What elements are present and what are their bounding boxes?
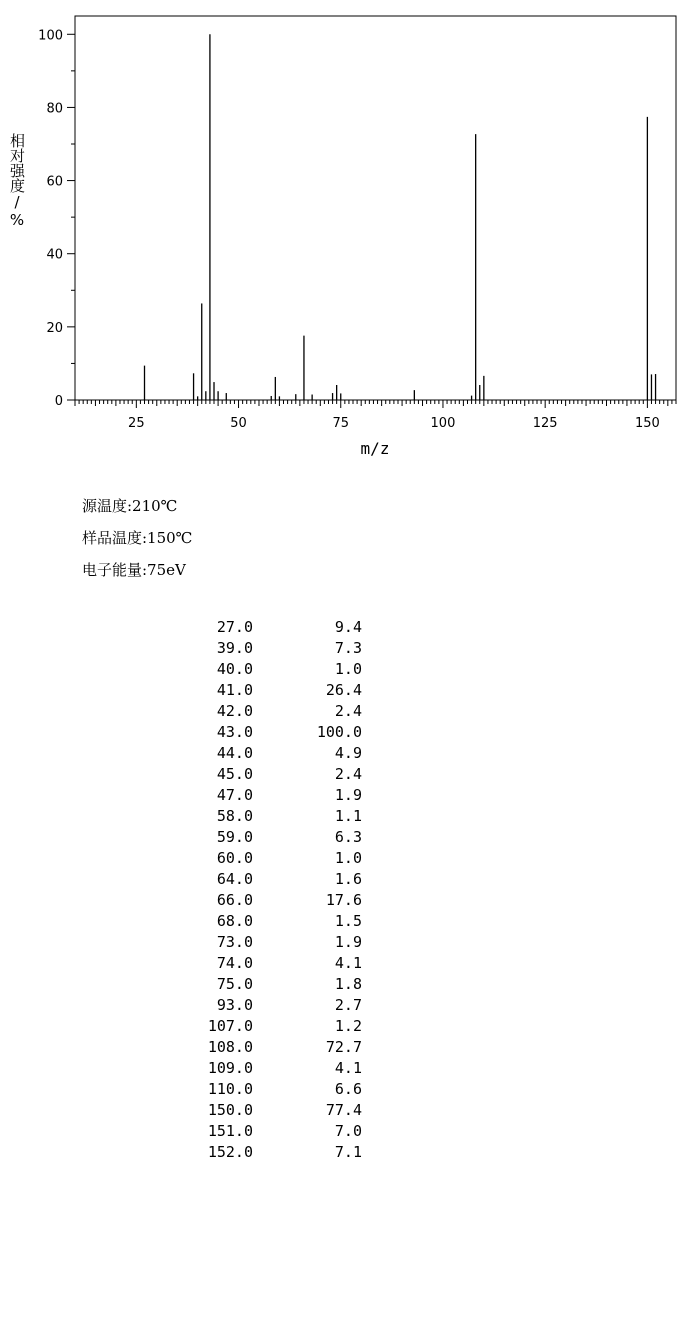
mz-value: 93.0 (216, 996, 253, 1014)
mz-value: 66.0 (216, 891, 253, 909)
peak-lines (145, 34, 656, 400)
y-tick-label: 40 (46, 247, 63, 263)
x-tick-label: 150 (634, 416, 660, 431)
intensity-value: 9.4 (334, 618, 362, 636)
intensity-value: 1.9 (334, 786, 362, 804)
mz-value: 74.0 (216, 954, 253, 972)
table-row (0, 618, 687, 639)
intensity-value: 2.4 (334, 702, 362, 720)
electron-energy: 电子能量:75eV (82, 561, 186, 579)
table-row (0, 744, 687, 765)
mz-value: 27.0 (216, 618, 253, 636)
mass-spectrum-chart (0, 0, 687, 470)
intensity-value: 4.1 (334, 954, 362, 972)
y-tick-label: 80 (46, 101, 63, 117)
mz-value: 107.0 (207, 1017, 253, 1035)
mz-value: 64.0 (216, 870, 253, 888)
table-row (0, 807, 687, 828)
mz-value: 60.0 (216, 849, 253, 867)
mz-value: 58.0 (216, 807, 253, 825)
mz-value: 151.0 (207, 1122, 253, 1140)
table-row (0, 639, 687, 660)
table-row (0, 786, 687, 807)
mz-value: 41.0 (216, 681, 253, 699)
intensity-value: 1.6 (334, 870, 362, 888)
intensity-value: 1.8 (334, 975, 362, 993)
mz-value: 108.0 (207, 1038, 253, 1056)
table-row (0, 975, 687, 996)
intensity-value: 1.9 (334, 933, 362, 951)
table-row (0, 681, 687, 702)
y-tick-label: 0 (54, 394, 63, 409)
x-tick-label: 125 (532, 416, 558, 431)
table-row (0, 912, 687, 933)
mz-value: 47.0 (216, 786, 253, 804)
table-row (0, 1122, 687, 1143)
intensity-value: 26.4 (325, 681, 362, 699)
table-row (0, 1017, 687, 1038)
table-row (0, 1143, 687, 1164)
sample-temperature: 样品温度:150℃ (82, 529, 193, 547)
mz-value: 150.0 (207, 1101, 253, 1119)
x-axis-ticks (128, 400, 660, 431)
table-row (0, 1101, 687, 1122)
intensity-value: 7.3 (334, 639, 362, 657)
intensity-value: 1.0 (334, 660, 362, 678)
source-temperature: 源温度:210℃ (82, 497, 178, 515)
mz-value: 109.0 (207, 1059, 253, 1077)
x-tick-label: 25 (128, 416, 145, 431)
intensity-value: 77.4 (325, 1101, 362, 1119)
mz-value: 68.0 (216, 912, 253, 930)
intensity-value: 72.7 (325, 1038, 362, 1056)
intensity-value: 7.1 (334, 1143, 362, 1161)
y-axis-ticks (38, 28, 75, 409)
table-row (0, 996, 687, 1017)
plot-frame (75, 16, 676, 400)
intensity-value: 17.6 (325, 891, 362, 909)
table-row (0, 849, 687, 870)
table-row (0, 933, 687, 954)
intensity-value: 6.3 (334, 828, 362, 846)
intensity-value: 100.0 (316, 723, 362, 741)
y-tick-label: 20 (46, 320, 63, 336)
mz-value: 73.0 (216, 933, 253, 951)
intensity-value: 4.1 (334, 1059, 362, 1077)
intensity-value: 2.7 (334, 996, 362, 1014)
intensity-value: 7.0 (334, 1122, 362, 1140)
table-row (0, 702, 687, 723)
table-row (0, 765, 687, 786)
y-tick-label: 100 (38, 28, 63, 44)
mz-value: 45.0 (216, 765, 253, 783)
intensity-value: 1.0 (334, 849, 362, 867)
table-row (0, 870, 687, 891)
mz-value: 43.0 (216, 723, 253, 741)
table-row (0, 954, 687, 975)
table-row (0, 1059, 687, 1080)
mz-value: 110.0 (207, 1080, 253, 1098)
mz-value: 40.0 (216, 660, 253, 678)
mz-value: 75.0 (216, 975, 253, 993)
mz-value: 152.0 (207, 1143, 253, 1161)
intensity-value: 1.2 (334, 1017, 362, 1035)
intensity-value: 6.6 (334, 1080, 362, 1098)
table-row (0, 660, 687, 681)
x-tick-label: 75 (332, 416, 350, 431)
intensity-value: 2.4 (334, 765, 362, 783)
table-row (0, 1038, 687, 1059)
y-minor-ticks (71, 71, 75, 364)
intensity-value: 1.1 (334, 807, 362, 825)
table-row (0, 723, 687, 744)
mz-value: 59.0 (216, 828, 253, 846)
mz-value: 39.0 (216, 639, 253, 657)
y-tick-label: 60 (46, 174, 63, 190)
x-axis-label: m/z (360, 439, 390, 458)
table-row (0, 891, 687, 912)
x-tick-label: 50 (230, 416, 247, 431)
table-row (0, 828, 687, 849)
y-axis-label: 相对强度/% (8, 133, 26, 229)
mz-value: 42.0 (216, 702, 253, 720)
intensity-value: 4.9 (334, 744, 362, 762)
peak-table (0, 618, 687, 1164)
mz-value: 44.0 (216, 744, 253, 762)
table-row (0, 1080, 687, 1101)
x-tick-label: 100 (430, 416, 456, 431)
intensity-value: 1.5 (334, 912, 362, 930)
x-minor-ticks (75, 400, 676, 406)
